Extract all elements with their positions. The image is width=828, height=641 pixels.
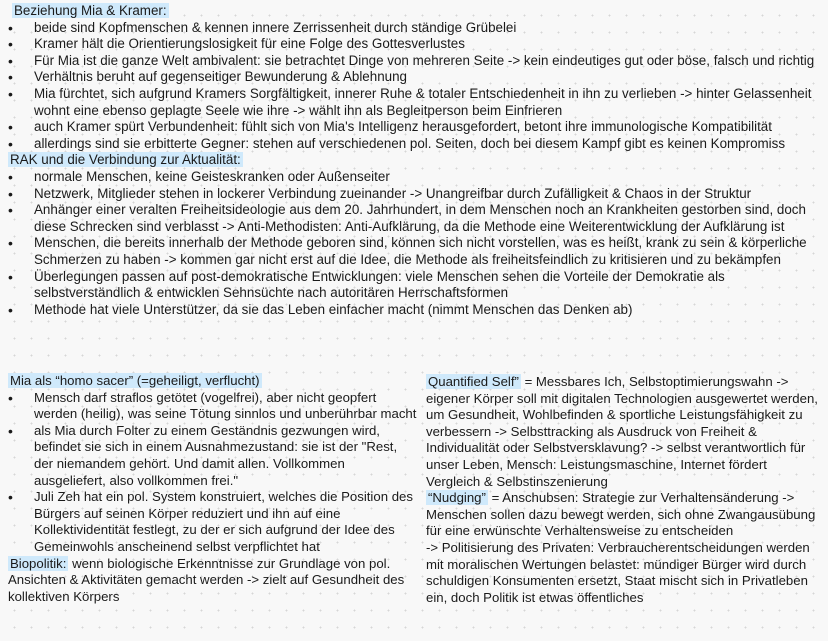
biopolitics-text: wenn biologische Erkenntnisse zur Grundlage von pol. Ansichten & Aktivitäten gemacht werden -> zielt auf Gesundheit des kollektiven Körpers — [8, 555, 405, 604]
right-column-notes — [426, 374, 824, 606]
list-item: • als Mia durch Folter zu einem Geständnis gezwungen wird, befindet sie sich in einem Ausnahmezustand: sie ist der "Rest, der niemandem gehört. Und damit allen. Vollkommen ausgeliefert, also vollkommen frei." — [8, 423, 418, 489]
nudging-heading: “Nudging” — [428, 490, 486, 506]
biopolitics-heading: Biopolitik: — [10, 555, 67, 571]
left-column-notes — [8, 373, 418, 605]
list-item: • allerdings sind sie erbitterte Gegner: stehen auf verschiedenen pol. Seiten, doch bei diesem Kampf gibt es keinen Kompromiss — [8, 136, 823, 153]
nudging-text: = Anschubsen: Strategie zur Verhaltensänderung -> Menschen sollen dazu bewegt werden, sich ohne Zwangausübung für eine erwünschte Verhaltensweise zu entscheiden — [426, 490, 816, 539]
biopolitics-paragraph — [8, 556, 418, 606]
rak-list — [8, 169, 823, 318]
quantified-self-heading: Quantified Self” — [428, 374, 519, 389]
section-heading-homo-sacer: Mia als “homo sacer” (=geheiligt, verflucht) — [10, 373, 260, 388]
quantified-self-paragraph — [426, 374, 824, 490]
list-item: • Juli Zeh hat ein pol. System konstruiert, welches die Position des Bürgers auf seinen Körper reduziert und ihn auf eine Kollektividentität festlegt, zu der er sich aufgrund der Idee des Gemeinwohls anscheinend selbst verpflichtet hat — [8, 489, 418, 555]
list-item: • Überlegungen passen auf post-demokratische Entwicklungen: viele Menschen sehen die Vorteile der Demokratie als selbstverständlich & entwicklen Sehnsüchte nach autoritären Herrschaftsformen — [8, 269, 823, 302]
list-item: • Mensch darf straflos getötet (vogelfrei), aber nicht geopfert werden (heilig), was seine Tötung sinnlos und unberührbar macht — [8, 390, 418, 423]
section-heading-relationship: Beziehung Mia & Kramer: — [14, 3, 167, 18]
list-item: • auch Kramer spürt Verbundenheit: fühlt sich von Mia's Intelligenz herausgefordert, betont ihre immunologische Kompatibilität — [8, 119, 823, 136]
list-item: • Netzwerk, Mitglieder stehen in lockerer Verbindung zueinander -> Unangreifbar durch Zufälligkeit & Chaos in der Struktur — [8, 186, 823, 203]
list-item: • normale Menschen, keine Geisteskranken oder Außenseiter — [8, 169, 823, 186]
list-item: • Für Mia ist die ganze Welt ambivalent: sie betrachtet Dinge von mehreren Seite -> kein eindeutiges gut oder böse, falsch und richtig — [8, 53, 823, 70]
list-item: • Kramer hält die Orientierungslosigkeit für eine Folge des Gottesverlustes — [8, 36, 823, 53]
list-item: • Methode hat viele Unterstützer, da sie das Leben einfacher macht (nimmt Menschen das Denken ab) — [8, 302, 823, 319]
politics-paragraph: -> Politisierung des Privaten: Verbraucherentscheidungen werden mit moralischen Wertungen belastet: mündiger Bürger wird durch schuldigen Konsumenten ersetzt, Staat mischt sich in Privatleben ein, doch Politik ist etwas öffentliches — [426, 539, 810, 605]
list-item: • Verhältnis beruht auf gegenseitiger Bewunderung & Ablehnung — [8, 69, 823, 86]
nudging-paragraph — [426, 490, 824, 540]
top-notes — [8, 3, 823, 318]
list-item: • Mia fürchtet, sich aufgrund Kramers Sorgfältigkeit, innerer Ruhe & totaler Entschiedenheit in ihn zu verlieben -> hinter Gelassenheit wohnt eine ebenso geplagte Seele wie ihre -> wählt ihn als Begleitperson beim Einfrieren — [8, 86, 823, 119]
quantified-self-text: = Messbares Ich, Selbstoptimierungswahn -> eigener Körper soll mit digitalen Technologien ausgewertet werden, um Gesundheit, Wohlbefinden & sportliche Leistungsfähigkeit zu verbessern -> Selbsttracking als Ausdruck von Freiheit & Individualität oder Selbstversklavung? -> selbst verantwortlich für unser Leben, Mensch: Leistungsmaschine, Internet fördert Vergleich & Selbstinszenierung — [426, 374, 818, 489]
section-heading-rak: RAK und die Verbindung zur Aktualität: — [10, 152, 241, 168]
homo-sacer-list — [8, 390, 418, 556]
list-item: • Anhänger einer veralten Freiheitsideologie aus dem 20. Jahrhundert, in dem Menschen noch an Krankheiten gestorben sind, doch diese Schrecken sind verblasst -> Anti-Methodisten: Anti-Aufklärung, da die Methode eine Weiterentwicklung der Aufklärung ist — [8, 202, 823, 235]
list-item: • Menschen, die bereits innerhalb der Methode geboren sind, können sich nicht vorstellen, was es heißt, krank zu sein & körperliche Schmerzen zu haben -> kommen gar nicht erst auf die Idee, die Methode als freiheitsfeindlich zu kritisieren und zu bekämpfen — [8, 235, 823, 268]
list-item: • beide sind Kopfmenschen & kennen innere Zerrissenheit durch ständige Grübelei — [8, 20, 823, 37]
relationship-list — [8, 20, 823, 153]
